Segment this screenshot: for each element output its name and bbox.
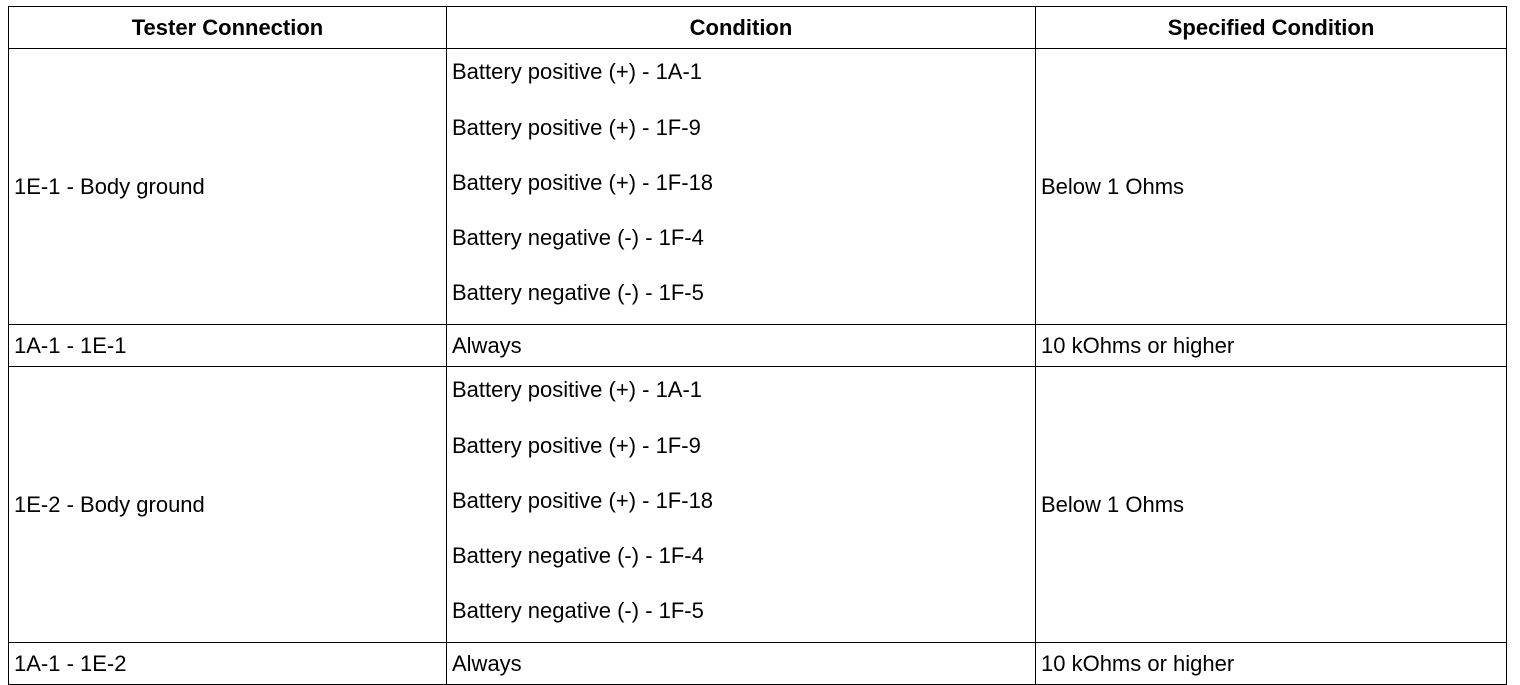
specified-condition-cell: Below 1 Ohms: [1036, 367, 1507, 643]
header-row: [9, 7, 1507, 49]
table-body: [9, 49, 1507, 685]
condition-line: Battery positive (+) - 1F-18: [452, 488, 714, 513]
column-header-tester-connection: Tester Connection: [9, 7, 447, 49]
condition-cell: [447, 367, 1036, 643]
table-row: [9, 325, 1507, 367]
table-row: [9, 49, 1507, 325]
tester-connection-cell: 1E-1 - Body ground: [9, 49, 447, 325]
table-header: [9, 7, 1507, 49]
tester-connection-cell: 1A-1 - 1E-2: [9, 643, 447, 685]
condition-cell: Always: [447, 643, 1036, 685]
condition-line: Battery negative (-) - 1F-4: [452, 225, 704, 250]
specified-condition-cell: Below 1 Ohms: [1036, 49, 1507, 325]
specified-condition-cell: 10 kOhms or higher: [1036, 643, 1507, 685]
condition-line: Battery negative (-) - 1F-5: [452, 280, 704, 305]
condition-line: Battery positive (+) - 1A-1: [452, 377, 703, 402]
tester-connection-cell: 1E-2 - Body ground: [9, 367, 447, 643]
table-row: [9, 367, 1507, 643]
condition-line: Battery positive (+) - 1F-9: [452, 433, 701, 458]
column-header-condition: Condition: [447, 7, 1036, 49]
condition-cell: [447, 49, 1036, 325]
specification-table: [8, 6, 1507, 685]
condition-cell: Always: [447, 325, 1036, 367]
specified-condition-cell: 10 kOhms or higher: [1036, 325, 1507, 367]
tester-connection-cell: 1A-1 - 1E-1: [9, 325, 447, 367]
column-header-specified-condition: Specified Condition: [1036, 7, 1507, 49]
condition-line: Battery positive (+) - 1A-1: [452, 59, 703, 84]
condition-line: Battery negative (-) - 1F-4: [452, 543, 704, 568]
condition-line: Battery positive (+) - 1F-9: [452, 115, 701, 140]
condition-line: Battery negative (-) - 1F-5: [452, 598, 704, 623]
condition-line: Battery positive (+) - 1F-18: [452, 170, 714, 195]
